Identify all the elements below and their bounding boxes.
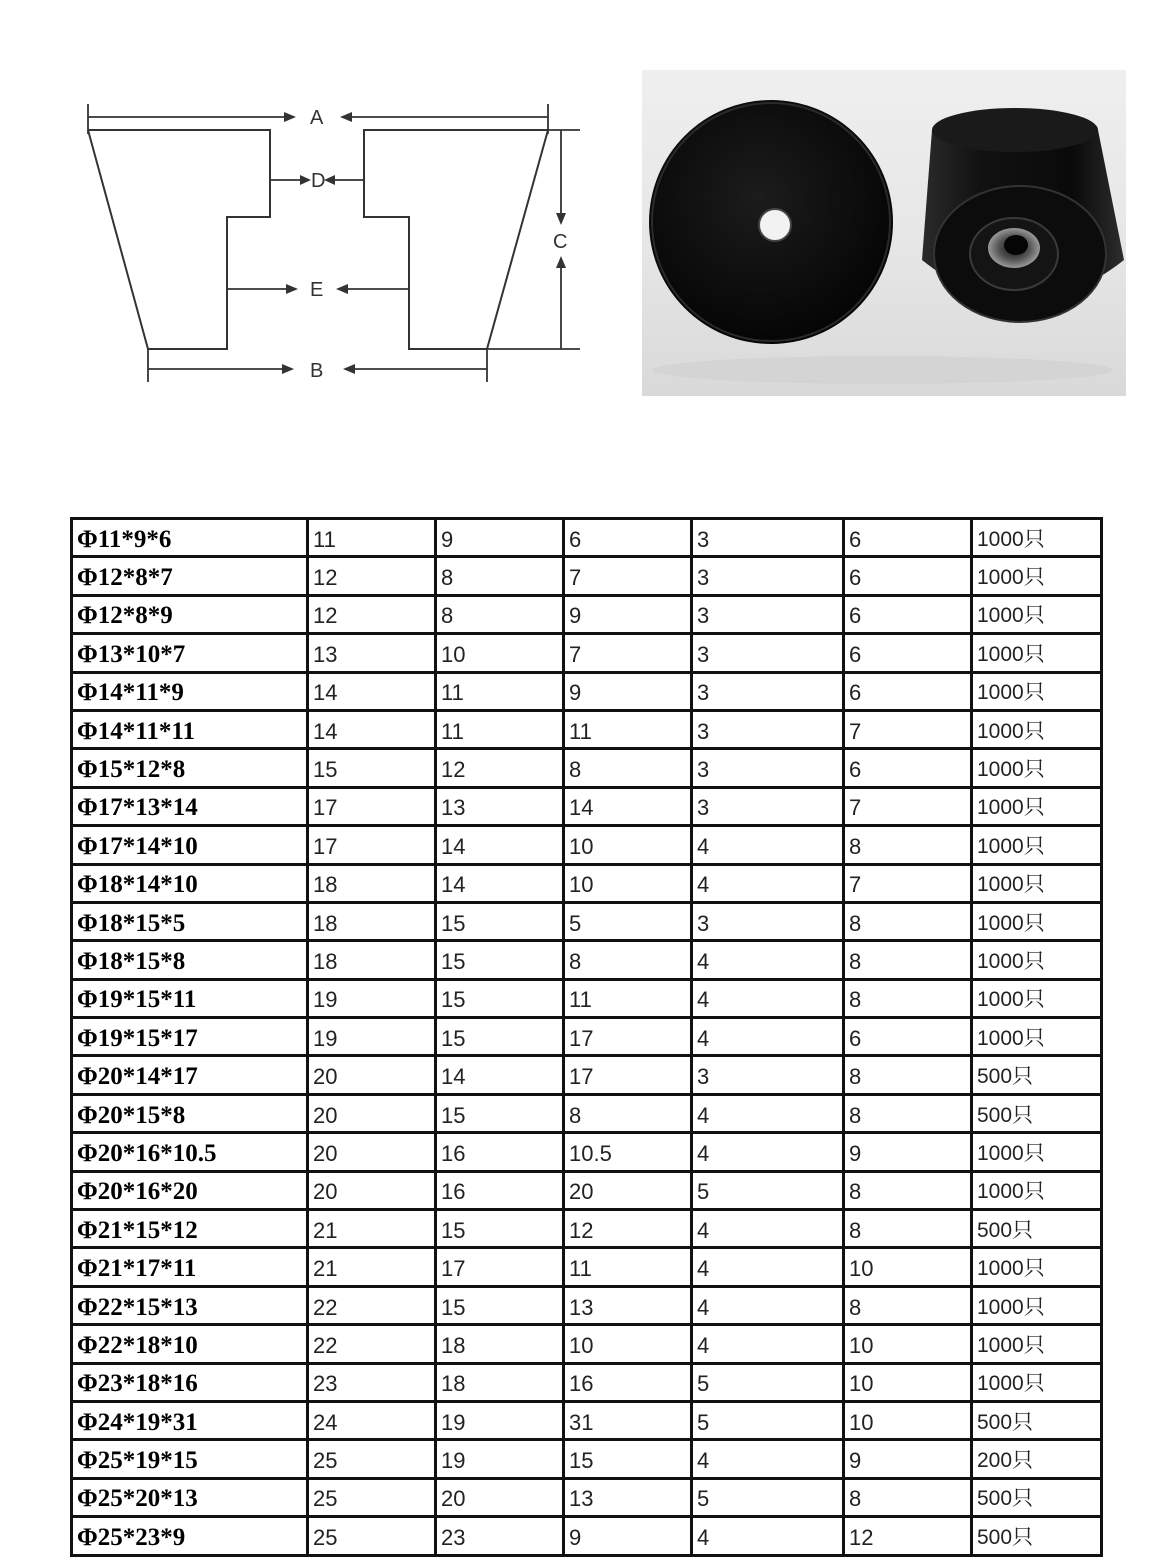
cell-d: 4: [692, 1517, 844, 1555]
table-row: [72, 595, 1102, 633]
cell-a: 25: [308, 1440, 436, 1478]
cell-model: Φ19*15*11: [72, 979, 308, 1017]
cell-e: 8: [844, 1478, 972, 1516]
cell-model: Φ12*8*9: [72, 595, 308, 633]
cell-a: 17: [308, 826, 436, 864]
table-row: [72, 864, 1102, 902]
cell-a: 20: [308, 1133, 436, 1171]
cell-qty: 1000只: [972, 1171, 1102, 1209]
cell-model: Φ25*20*13: [72, 1478, 308, 1516]
table-row: [72, 1018, 1102, 1056]
cell-b: 14: [436, 1056, 564, 1094]
cell-a: 20: [308, 1056, 436, 1094]
cell-d: 3: [692, 557, 844, 595]
table-row: [72, 1440, 1102, 1478]
cell-qty: 1000只: [972, 519, 1102, 557]
dimension-lines: [88, 104, 580, 382]
cell-model: Φ12*8*7: [72, 557, 308, 595]
cell-d: 3: [692, 634, 844, 672]
cell-b: 8: [436, 595, 564, 633]
cell-c: 11: [564, 710, 692, 748]
cell-b: 17: [436, 1248, 564, 1286]
table-row: [72, 1210, 1102, 1248]
cell-model: Φ20*14*17: [72, 1056, 308, 1094]
cell-c: 8: [564, 1094, 692, 1132]
cell-qty: 1000只: [972, 1286, 1102, 1324]
table-row: [72, 1248, 1102, 1286]
cell-model: Φ15*12*8: [72, 749, 308, 787]
cell-d: 3: [692, 902, 844, 940]
foot-outline: [88, 130, 548, 349]
cell-qty: 500只: [972, 1094, 1102, 1132]
rubber-foot-side-view: [922, 108, 1124, 322]
cell-model: Φ17*14*10: [72, 826, 308, 864]
cell-model: Φ14*11*11: [72, 710, 308, 748]
cell-c: 16: [564, 1363, 692, 1401]
cell-qty: 1000只: [972, 557, 1102, 595]
cell-e: 6: [844, 595, 972, 633]
cell-c: 12: [564, 1210, 692, 1248]
cell-a: 12: [308, 557, 436, 595]
cell-c: 11: [564, 1248, 692, 1286]
table-row: [72, 902, 1102, 940]
cell-b: 15: [436, 979, 564, 1017]
cell-b: 15: [436, 1286, 564, 1324]
cell-b: 14: [436, 864, 564, 902]
cell-e: 8: [844, 1286, 972, 1324]
cell-e: 6: [844, 749, 972, 787]
cell-qty: 200只: [972, 1440, 1102, 1478]
cell-d: 3: [692, 519, 844, 557]
cell-b: 11: [436, 710, 564, 748]
cell-b: 16: [436, 1171, 564, 1209]
cell-c: 14: [564, 787, 692, 825]
cell-a: 18: [308, 864, 436, 902]
cell-d: 4: [692, 1133, 844, 1171]
table-row: [72, 826, 1102, 864]
product-photo: [642, 70, 1126, 396]
cell-b: 19: [436, 1401, 564, 1439]
table-row: [72, 1363, 1102, 1401]
cell-b: 15: [436, 1018, 564, 1056]
cell-d: 5: [692, 1363, 844, 1401]
cell-model: Φ17*13*14: [72, 787, 308, 825]
cell-e: 8: [844, 941, 972, 979]
cell-model: Φ21*17*11: [72, 1248, 308, 1286]
cell-c: 15: [564, 1440, 692, 1478]
cell-model: Φ20*16*10.5: [72, 1133, 308, 1171]
cell-model: Φ25*19*15: [72, 1440, 308, 1478]
cell-d: 4: [692, 979, 844, 1017]
cell-c: 17: [564, 1056, 692, 1094]
cell-a: 21: [308, 1248, 436, 1286]
cell-model: Φ18*15*5: [72, 902, 308, 940]
cell-qty: 500只: [972, 1210, 1102, 1248]
cell-model: Φ18*15*8: [72, 941, 308, 979]
cell-c: 10.5: [564, 1133, 692, 1171]
cell-a: 18: [308, 941, 436, 979]
table-row: [72, 1286, 1102, 1324]
cell-model: Φ11*9*6: [72, 519, 308, 557]
cell-qty: 1000只: [972, 1363, 1102, 1401]
cell-a: 20: [308, 1094, 436, 1132]
table-row: [72, 710, 1102, 748]
cell-e: 6: [844, 557, 972, 595]
cell-e: 8: [844, 979, 972, 1017]
table-row: [72, 1325, 1102, 1363]
cell-d: 4: [692, 826, 844, 864]
cell-qty: 1000只: [972, 1325, 1102, 1363]
cell-e: 10: [844, 1325, 972, 1363]
cell-e: 8: [844, 826, 972, 864]
specification-table: [70, 517, 1103, 1557]
cell-b: 16: [436, 1133, 564, 1171]
table-row: [72, 634, 1102, 672]
cell-c: 8: [564, 941, 692, 979]
cell-model: Φ20*16*20: [72, 1171, 308, 1209]
cell-model: Φ18*14*10: [72, 864, 308, 902]
cell-e: 7: [844, 787, 972, 825]
cell-c: 7: [564, 634, 692, 672]
cell-e: 6: [844, 672, 972, 710]
cell-b: 15: [436, 1094, 564, 1132]
cell-e: 10: [844, 1248, 972, 1286]
cell-d: 4: [692, 1286, 844, 1324]
cell-a: 13: [308, 634, 436, 672]
cell-model: Φ22*15*13: [72, 1286, 308, 1324]
table-row: [72, 672, 1102, 710]
table-row: [72, 1401, 1102, 1439]
cell-e: 12: [844, 1517, 972, 1555]
cell-qty: 1000只: [972, 749, 1102, 787]
cell-qty: 1000只: [972, 1018, 1102, 1056]
cell-e: 10: [844, 1363, 972, 1401]
cell-a: 12: [308, 595, 436, 633]
cell-a: 19: [308, 1018, 436, 1056]
cell-model: Φ21*15*12: [72, 1210, 308, 1248]
cell-d: 3: [692, 672, 844, 710]
cell-b: 10: [436, 634, 564, 672]
cell-a: 20: [308, 1171, 436, 1209]
table-row: [72, 941, 1102, 979]
cell-a: 25: [308, 1517, 436, 1555]
rubber-foot-front-view: [649, 100, 893, 344]
cell-qty: 1000只: [972, 595, 1102, 633]
cell-d: 5: [692, 1401, 844, 1439]
cell-qty: 1000只: [972, 826, 1102, 864]
label-a: A: [310, 107, 324, 129]
cell-a: 24: [308, 1401, 436, 1439]
cell-a: 22: [308, 1286, 436, 1324]
cell-b: 13: [436, 787, 564, 825]
cell-b: 9: [436, 519, 564, 557]
cell-e: 9: [844, 1133, 972, 1171]
cell-b: 14: [436, 826, 564, 864]
dimension-diagram: [60, 80, 600, 400]
cell-e: 7: [844, 710, 972, 748]
cell-d: 4: [692, 1325, 844, 1363]
cell-c: 17: [564, 1018, 692, 1056]
cell-b: 15: [436, 941, 564, 979]
table-body: [72, 519, 1102, 1556]
cell-d: 4: [692, 864, 844, 902]
cell-model: Φ13*10*7: [72, 634, 308, 672]
cell-e: 8: [844, 1056, 972, 1094]
table-row: [72, 519, 1102, 557]
cell-qty: 500只: [972, 1056, 1102, 1094]
cell-qty: 1000只: [972, 864, 1102, 902]
cell-d: 4: [692, 1440, 844, 1478]
table-row: [72, 979, 1102, 1017]
table-row: [72, 557, 1102, 595]
cell-d: 3: [692, 1056, 844, 1094]
table-row: [72, 787, 1102, 825]
cell-a: 23: [308, 1363, 436, 1401]
table-row: [72, 1517, 1102, 1555]
cell-qty: 1000只: [972, 1248, 1102, 1286]
cell-c: 9: [564, 595, 692, 633]
cell-e: 8: [844, 1171, 972, 1209]
label-c: C: [553, 231, 568, 253]
table-row: [72, 1094, 1102, 1132]
cell-e: 9: [844, 1440, 972, 1478]
cell-c: 20: [564, 1171, 692, 1209]
cell-model: Φ23*18*16: [72, 1363, 308, 1401]
cell-b: 8: [436, 557, 564, 595]
cell-c: 6: [564, 519, 692, 557]
cell-c: 9: [564, 672, 692, 710]
cell-a: 15: [308, 749, 436, 787]
cell-a: 21: [308, 1210, 436, 1248]
cell-model: Φ24*19*31: [72, 1401, 308, 1439]
cell-e: 6: [844, 1018, 972, 1056]
cell-c: 7: [564, 557, 692, 595]
cell-d: 5: [692, 1171, 844, 1209]
cell-b: 11: [436, 672, 564, 710]
cell-a: 18: [308, 902, 436, 940]
cell-b: 18: [436, 1363, 564, 1401]
cell-e: 7: [844, 864, 972, 902]
arrowheads: [282, 112, 566, 374]
cell-qty: 500只: [972, 1517, 1102, 1555]
cell-d: 4: [692, 941, 844, 979]
cell-d: 3: [692, 710, 844, 748]
cell-model: Φ19*15*17: [72, 1018, 308, 1056]
cell-a: 17: [308, 787, 436, 825]
cell-e: 8: [844, 1210, 972, 1248]
cell-c: 13: [564, 1478, 692, 1516]
cell-c: 10: [564, 1325, 692, 1363]
cell-model: Φ20*15*8: [72, 1094, 308, 1132]
cell-c: 9: [564, 1517, 692, 1555]
cell-c: 11: [564, 979, 692, 1017]
cell-b: 15: [436, 1210, 564, 1248]
table-row: [72, 1478, 1102, 1516]
cell-a: 11: [308, 519, 436, 557]
cell-c: 10: [564, 826, 692, 864]
table-row: [72, 749, 1102, 787]
table-row: [72, 1133, 1102, 1171]
cell-b: 23: [436, 1517, 564, 1555]
cell-e: 10: [844, 1401, 972, 1439]
cell-d: 3: [692, 595, 844, 633]
cell-qty: 1000只: [972, 672, 1102, 710]
cell-model: Φ22*18*10: [72, 1325, 308, 1363]
cell-model: Φ25*23*9: [72, 1517, 308, 1555]
label-b: B: [310, 360, 324, 382]
cell-b: 12: [436, 749, 564, 787]
label-e: E: [310, 279, 324, 301]
cell-qty: 1000只: [972, 634, 1102, 672]
cell-d: 4: [692, 1094, 844, 1132]
cell-a: 14: [308, 672, 436, 710]
table-row: [72, 1056, 1102, 1094]
cell-e: 6: [844, 519, 972, 557]
cell-d: 4: [692, 1018, 844, 1056]
cell-a: 19: [308, 979, 436, 1017]
cell-a: 14: [308, 710, 436, 748]
label-d: D: [311, 170, 326, 192]
cell-qty: 1000只: [972, 787, 1102, 825]
cell-c: 8: [564, 749, 692, 787]
cell-d: 4: [692, 1248, 844, 1286]
cell-c: 5: [564, 902, 692, 940]
cell-c: 31: [564, 1401, 692, 1439]
cell-e: 8: [844, 1094, 972, 1132]
table-row: [72, 1171, 1102, 1209]
cell-b: 15: [436, 902, 564, 940]
cell-b: 19: [436, 1440, 564, 1478]
cell-a: 22: [308, 1325, 436, 1363]
cell-qty: 500只: [972, 1401, 1102, 1439]
cell-d: 3: [692, 749, 844, 787]
floor-shadow: [652, 356, 1112, 384]
cell-qty: 500只: [972, 1478, 1102, 1516]
cell-qty: 1000只: [972, 710, 1102, 748]
cell-a: 25: [308, 1478, 436, 1516]
cell-b: 18: [436, 1325, 564, 1363]
cell-model: Φ14*11*9: [72, 672, 308, 710]
cell-d: 5: [692, 1478, 844, 1516]
cell-e: 6: [844, 634, 972, 672]
cell-b: 20: [436, 1478, 564, 1516]
cell-d: 3: [692, 787, 844, 825]
cell-qty: 1000只: [972, 979, 1102, 1017]
cell-e: 8: [844, 902, 972, 940]
cell-c: 13: [564, 1286, 692, 1324]
cell-d: 4: [692, 1210, 844, 1248]
cell-qty: 1000只: [972, 1133, 1102, 1171]
cell-qty: 1000只: [972, 941, 1102, 979]
cell-c: 10: [564, 864, 692, 902]
cell-qty: 1000只: [972, 902, 1102, 940]
